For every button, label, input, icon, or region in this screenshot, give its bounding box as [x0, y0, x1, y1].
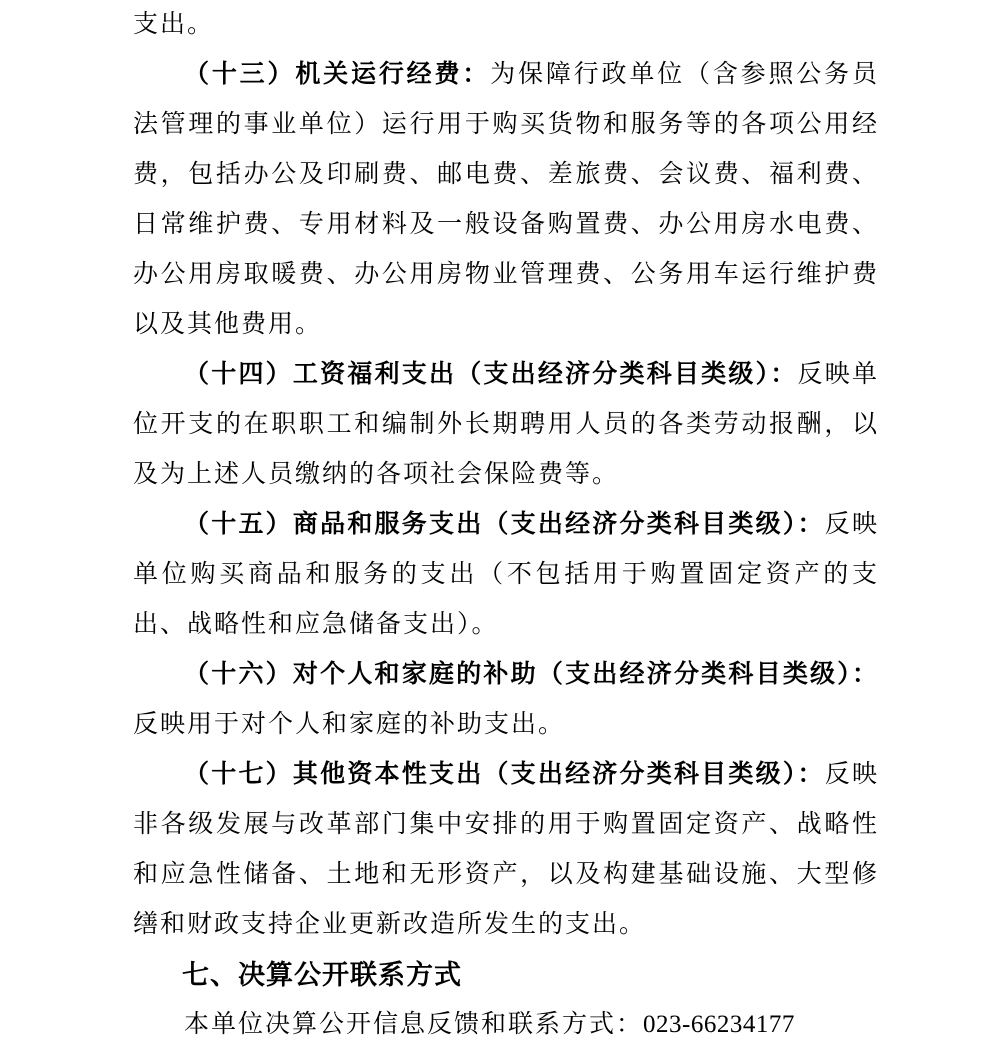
paragraph-item-16 — [133, 650, 879, 750]
paragraph-continuation — [133, 0, 879, 50]
paragraph-lead: （十四）工资福利支出（支出经济分类科目类级）： — [184, 361, 798, 388]
paragraph-lead: （十六）对个人和家庭的补助（支出经济分类科目类级）： — [184, 661, 879, 688]
phone-number: 023-66234177 — [643, 1011, 795, 1038]
paragraph-lead: （十三）机关运行经费： — [184, 61, 491, 88]
section-heading-text: 七、决算公开联系方式 — [182, 960, 462, 990]
paragraph-text: 支出。 — [133, 11, 215, 38]
paragraph-item-15 — [133, 500, 879, 650]
paragraph-lead: （十五）商品和服务支出（支出经济分类科目类级）： — [184, 511, 825, 538]
paragraph-text: 反映单位开支的在职职工和编制外长期聘用人员的各类劳动报酬，以及为上述人员缴纳的各项社会保险费等。 — [133, 361, 879, 488]
contact-text: 本单位决算公开信息反馈和联系方式： — [184, 1011, 644, 1038]
paragraph-item-14 — [133, 350, 879, 500]
paragraph-lead: （十七）其他资本性支出（支出经济分类科目类级）： — [184, 761, 825, 788]
paragraph-text: 反映单位购买商品和服务的支出（不包括用于购置固定资产的支出、战略性和应急储备支出）。 — [133, 511, 879, 638]
paragraph-text: 反映非各级发展与改革部门集中安排的用于购置固定资产、战略性和应急性储备、土地和无形资产，以及构建基础设施、大型修缮和财政支持企业更新改造所发生的支出。 — [133, 761, 879, 938]
paragraph-text: 反映用于对个人和家庭的补助支出。 — [133, 711, 566, 738]
paragraph-item-13 — [133, 50, 879, 350]
contact-paragraph — [133, 1000, 879, 1050]
section-heading — [133, 950, 879, 1000]
paragraph-text: 为保障行政单位（含参照公务员法管理的事业单位）运行用于购买货物和服务等的各项公用经费，包括办公及印刷费、邮电费、差旅费、会议费、福利费、日常维护费、专用材料及一般设备购置费、办公用房水电费、办公用房取暖费、办公用房物业管理费、公务用车运行维护费以及其他费用。 — [133, 61, 879, 338]
paragraph-item-17 — [133, 750, 879, 950]
